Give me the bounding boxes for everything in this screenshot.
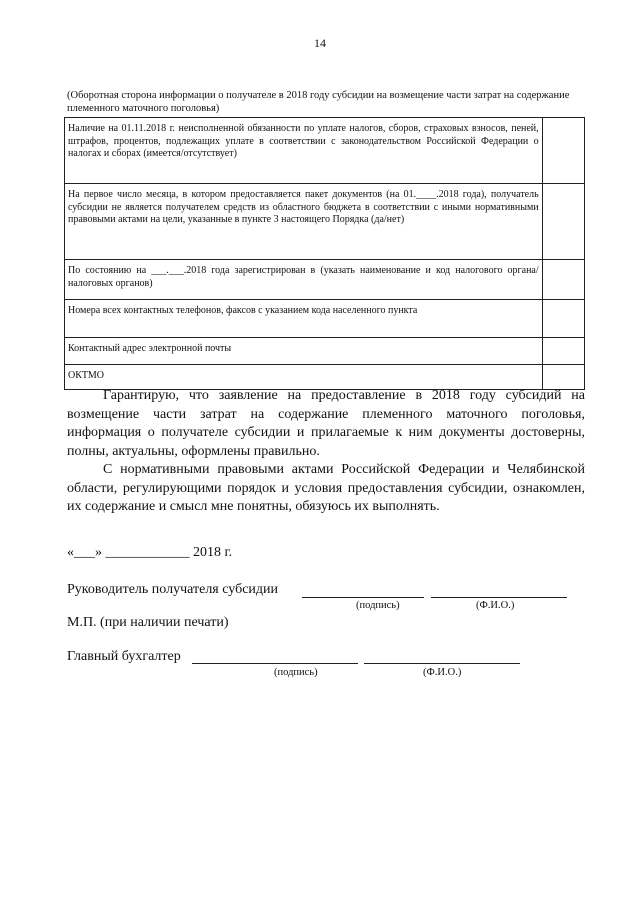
head-signature-caption: (подпись) (356, 600, 400, 611)
accountant-signature-label: Главный бухгалтер (67, 649, 181, 664)
row-question: Контактный адрес электронной почты (65, 338, 543, 365)
table-row (65, 184, 585, 260)
row-answer-cell (542, 184, 584, 260)
row-question: На первое число месяца, в котором предоставляется пакет документов (на 01.____.2018 года), получатель субсидии не является получателем средств из областного бюджета в соответствии с иными нормативными правовыми актами на цели, указанные в пункте 3 настоящего Порядка (да/нет) (65, 184, 543, 260)
row-answer-cell (542, 260, 584, 300)
table-caption: (Оборотная сторона информации о получателе в 2018 году субсидии на возмещение части затрат на содержание племенного маточного поголовья) (67, 90, 570, 114)
table-row (65, 365, 585, 390)
head-signature-label: Руководитель получателя субсидии (67, 582, 279, 597)
table-row (65, 338, 585, 365)
row-answer-cell (542, 300, 584, 338)
row-question: Номера всех контактных телефонов, факсов с указанием кода населенного пункта (65, 300, 543, 338)
table-row (65, 300, 585, 338)
row-question: ОКТМО (65, 365, 543, 390)
table-row (65, 118, 585, 184)
row-answer-cell (542, 118, 584, 184)
date-line: «___» ____________ 2018 г. (67, 545, 233, 560)
accountant-signature-caption: (подпись) (274, 667, 318, 678)
head-name-caption: (Ф.И.О.) (476, 600, 515, 611)
acknowledge-paragraph: С нормативными правовыми актами Российской Федерации и Челябинской области, регулирующими порядок и условия предоставления субсидии, ознакомлен, их содержание и смысл мне понятны, обязуюсь их выполнять. (67, 462, 585, 514)
row-answer-cell (542, 365, 584, 390)
stamp-label: М.П. (при наличии печати) (67, 615, 229, 630)
head-signature-line (302, 597, 424, 598)
accountant-name-line (364, 663, 520, 664)
row-question: По состоянию на ___.___.2018 года зарегистрирован в (указать наименование и код налогового органа/налоговых органов) (65, 260, 543, 300)
head-name-line (431, 597, 567, 598)
page-number: 14 (314, 36, 326, 50)
row-answer-cell (542, 338, 584, 365)
accountant-name-caption: (Ф.И.О.) (423, 667, 462, 678)
guarantee-paragraph: Гарантирую, что заявление на предоставление в 2018 году субсидий на возмещение части затрат на содержание племенного маточного поголовья, информация о получателе субсидии и прилагаемые к ним документы достоверны, полны, актуальны, оформлены правильно. (67, 388, 585, 459)
accountant-signature-line (192, 663, 358, 664)
recipient-info-table (64, 117, 585, 390)
row-question: Наличие на 01.11.2018 г. неисполненной обязанности по уплате налогов, сборов, страховых взносов, пеней, штрафов, процентов, подлежащих уплате в соответствии с законодательством Российской Федерации о налогах и сборах (имеется/отсутствует) (65, 118, 543, 184)
table-row (65, 260, 585, 300)
